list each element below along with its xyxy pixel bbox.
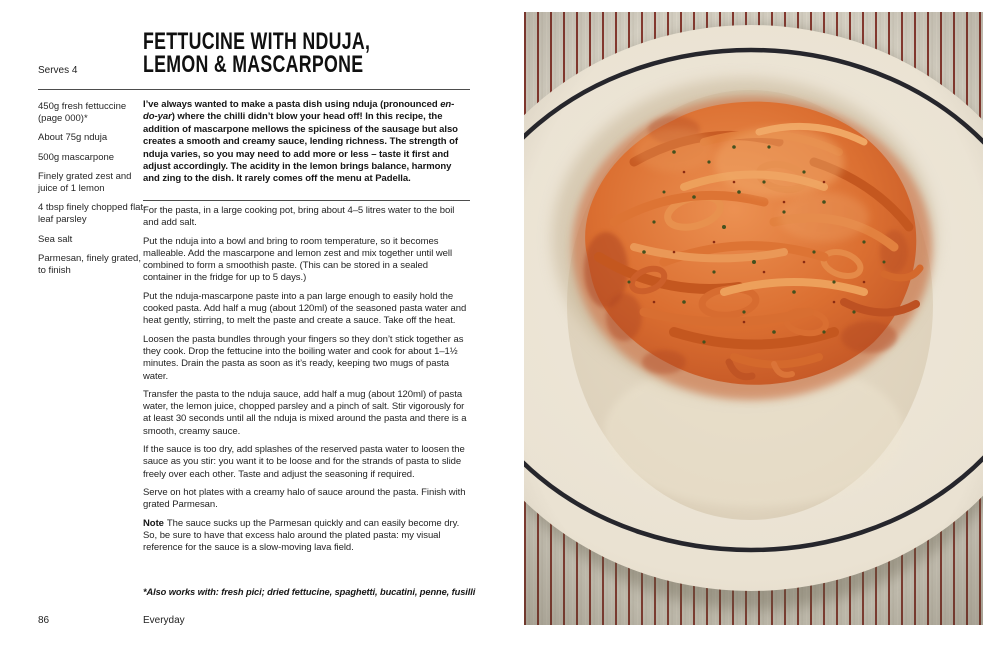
note-text: The sauce sucks up the Parmesan quickly and can easily become dry. So, be sure to have that excess halo around the plated pasta: my visual reference for the sauce is a slow-moving lava field. [143,517,460,554]
ingredient-item: 450g fresh fettuccine (page 000)* [38,101,127,125]
ingredient-item: 500g mascarpone [38,151,115,163]
method-paragraph: Loosen the pasta bundles through your fingers so they don’t stick together as they cook. Drop the fettucine into the boiling water and cook for about 1–1½ minutes. Drain the pasta as soon as it’s ready, keeping two mugs of pasta water. [143,333,464,382]
method-paragraph: If the sauce is too dry, add splashes of the reserved pasta water to loosen the sauce as you stir: you want it to be loose and for the strands of pasta to slide freely over each other. Taste and adjust the seasoning if required. [143,444,465,480]
footnote: *Also works with: fresh pici; dried fettucine, spaghetti, bucatini, penne, fusilli [143,587,476,597]
method-paragraph: Put the nduja-mascarpone paste into a pan large enough to easily hold the cooked pasta. Add half a mug (about 120ml) of the seasoned pasta water and heat gently, stirring, to melt the paste and create a sauce. Take off the heat. [143,290,467,327]
ingredient-item: Parmesan, finely grated, to finish [38,252,141,277]
ingredient-item: Finely grated zest and juice of 1 lemon [38,170,132,195]
ingredient-item: Sea salt [38,233,73,245]
section-footer: Everyday [143,615,185,626]
intro-text-post: ) where the chilli didn’t blow your head off! In this recipe, the addition of mascarpone mellows the spiciness of the sausage but also creates a smooth and creamy sauce, lending richness. The strength of nduja varies, so you may need to add more or less – taste it first and adjust accordingly. The acidity in the lemon brings balance, harmony and zing to the dish. It rarely comes off the menu at Padella. [143,111,458,185]
method-paragraph: Serve on hot plates with a creamy halo of sauce around the pasta. Finish with grated Parmesan. [143,486,466,511]
recipe-title-line1: FETTUCINE WITH NDUJA, [143,28,371,55]
intro-text-pre: I’ve always wanted to make a pasta dish using nduja (pronounced [143,99,441,110]
ingredients-list [38,101,150,284]
method-paragraph: Put the nduja into a bowl and bring to room temperature, so it becomes malleable. Add the mascarpone and lemon zest and mix together until well combined to form a smoothish paste. (This can be stored in a sealed container in the fridge for up to 5 days.) [143,235,453,284]
ingredient-item: 4 tbsp finely chopped flat-leaf parsley [38,202,147,226]
recipe-title-line2: LEMON & MASCARPONE [143,51,364,78]
photo-vignette [524,12,983,625]
note-paragraph [143,518,467,555]
header-divider [38,89,470,90]
serves-label: Serves 4 [38,65,78,76]
method-paragraph: Transfer the pasta to the nduja sauce, add half a mug (about 120ml) of pasta water, the lemon juice, chopped parsley and a pinch of salt. Stir vigorously for at least 30 seconds until all the nduja is mixed around the pasta and there is a smooth, creamy sauce. [143,388,467,437]
page-number: 86 [38,615,50,626]
pasta-photo [524,12,983,625]
note-label: Note [143,517,164,529]
method-steps [143,205,467,560]
recipe-intro [143,99,467,186]
method-paragraph: For the pasta, in a large cooking pot, bring about 4–5 litres water to the boil and add salt. [143,205,455,229]
recipe-title [143,30,370,76]
intro-pronunciation: en-do-yar [143,99,455,123]
ingredient-item: About 75g nduja [38,132,108,144]
intro-divider [143,200,470,201]
pasta-photo-illustration [524,12,983,625]
